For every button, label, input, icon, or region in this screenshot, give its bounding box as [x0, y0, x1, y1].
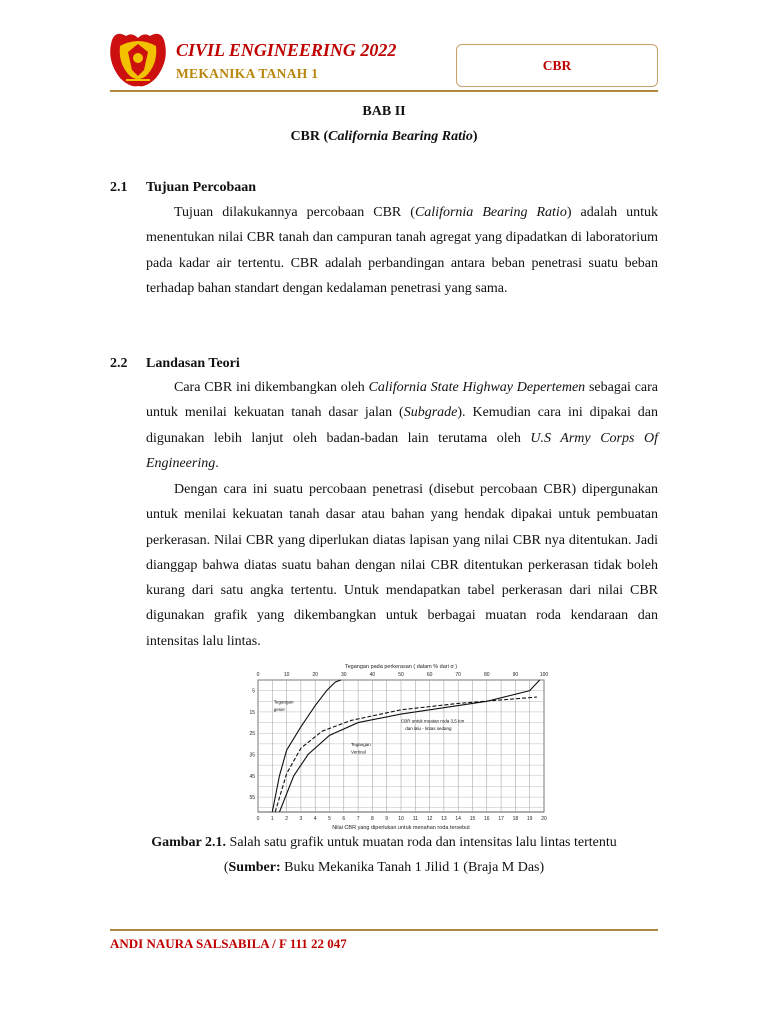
text-run: .: [215, 455, 219, 471]
text-run: ) adalah untuk menentukan nilai CBR tanah dan campuran tanah agregat yang dipadatkan di laboratorium pada kadar air tertentu. CBR adalah perbandingan antara beban penetrasi suatu beban terhadap bahan standart dengan kedalaman penetrasi yang sama.: [146, 205, 658, 296]
x-tick-label: 8: [371, 816, 374, 822]
x-tick-label: 4: [313, 816, 317, 822]
x-tick-label: 12: [426, 816, 433, 822]
paragraph: [146, 200, 658, 301]
text-run-italic: Subgrade: [403, 405, 458, 421]
section-title: Tujuan Percobaan: [146, 180, 257, 195]
source-paren: (: [223, 860, 229, 875]
y-tick-label: 35: [249, 752, 255, 759]
x-top-tick-label: 80: [484, 672, 490, 678]
x-top-tick-label: 30: [341, 672, 347, 678]
annotation-label: CBR untuk muatan roda 3,5 ton: [401, 718, 465, 724]
header-divider: [110, 90, 658, 92]
footer-author: ANDI NAURA SALSABILA / F 111 22 047: [110, 936, 347, 951]
annotation-label: dan lalu - lintas sedang: [405, 726, 452, 732]
annotation-label: Tegangan: [350, 742, 371, 747]
chapter-number: BAB II: [362, 104, 406, 119]
x-top-tick-label: 20: [312, 672, 318, 678]
x-top-tick-label: 50: [398, 672, 404, 678]
chapter-title: [0, 129, 768, 145]
paragraph: Dengan cara ini suatu percobaan penetrasi (disebut percobaan CBR) dipergunakan untuk menilai kekuatan tanah dasar atau bahan yang hendak dipakai untuk pembuatan perkerasan. Nilai CBR yang diperlukan diatas lapisan yang nilai CBR nya ditentukan. Jadi dianggap bahwa diatas suatu bahan dengan nilai CBR ditentukan perkerasan tidak boleh kurang dari satu angka tertentu. Untuk mendapatkan tabel perkerasan dari nilai CBR digunakan grafik yang dikembangkan untuk berbagai muatan roda kendaraan dan intensitas lalu lintas.: [146, 482, 658, 649]
source-label: Sumber:: [228, 860, 281, 875]
section-number: 2.2: [110, 356, 128, 371]
text-run: ). Kemudian cara ini dipakai dan digunakan lebih lanjut oleh badan-badan lain terutama oleh: [146, 405, 658, 446]
source-text: Buku Mekanika Tanah 1 Jilid 1 (Braja M Das): [280, 860, 545, 875]
chapter-title-prefix: CBR (: [290, 129, 329, 144]
x-tick-label: 10: [398, 816, 404, 822]
header-topic-label: CBR: [542, 58, 572, 73]
x-top-tick-label: 40: [369, 672, 376, 678]
header-title: CIVIL ENGINEERING 2022: [176, 40, 397, 60]
text-run: Tujuan dilakukannya percobaan CBR (: [174, 205, 415, 220]
x-tick-label: 18: [512, 816, 519, 822]
header-subtitle: MEKANIKA TANAH 1: [176, 66, 319, 81]
x-tick-label: 3: [299, 816, 303, 822]
header-topic-box: [456, 44, 658, 87]
annotation-label: geser: [273, 706, 285, 712]
figure-source: [0, 860, 768, 876]
y-tick-label: 5: [252, 688, 255, 695]
x-tick-label: 20: [541, 816, 547, 822]
chapter-title-suffix: ): [472, 129, 478, 144]
text-run-italic: California Bearing Ratio: [414, 205, 567, 220]
y-tick-label: 25: [249, 731, 255, 738]
x-tick-label: 11: [412, 816, 418, 822]
x-tick-label: 0: [256, 816, 260, 822]
y-tick-label: 15: [249, 709, 255, 716]
x-tick-label: 14: [455, 816, 461, 822]
text-run: sebagai cara untuk menilai kekuatan tanah dasar jalan (: [146, 380, 658, 421]
x-tick-label: 1: [270, 816, 274, 822]
annotation-label: Tegangan: [273, 699, 294, 705]
figure-caption: [0, 835, 768, 851]
x-top-tick-label: 60: [426, 672, 433, 678]
x-top-tick-label: 70: [455, 672, 461, 678]
x-top-tick-label: 100: [539, 672, 549, 678]
x-tick-label: 15: [469, 816, 476, 822]
chapter-title-italic: California Bearing Ratio: [328, 129, 473, 144]
x-axis-label: Nilai CBR yang diperlukan untuk menahan roda tersebut: [332, 825, 470, 831]
x-tick-label: 7: [356, 816, 360, 822]
footer-divider: [110, 929, 658, 931]
x-tick-label: 5: [328, 816, 331, 822]
x-tick-label: 16: [484, 816, 490, 822]
chart-title: Tegangan pada perkerasan ( dalam % dari σ ): [344, 664, 458, 670]
text-run: Cara CBR ini dikembangkan oleh: [174, 380, 369, 395]
x-tick-label: 2: [285, 816, 288, 822]
y-tick-label: 55: [249, 795, 255, 802]
paragraph: [146, 375, 658, 476]
x-tick-label: 6: [342, 816, 346, 822]
caption-label: Gambar 2.1.: [151, 835, 227, 850]
x-tick-label: 19: [526, 816, 533, 822]
text-run-italic: U.S Army Corps Of Engineering: [146, 430, 658, 471]
x-top-tick-label: 10: [283, 672, 290, 678]
section-title: Landasan Teori: [146, 356, 240, 371]
university-logo-icon: [106, 30, 170, 88]
x-top-tick-label: 0: [256, 672, 260, 678]
text-run-italic: California State Highway Depertemen: [368, 380, 586, 395]
annotation-label: Vertical: [350, 749, 366, 755]
x-top-tick-label: 90: [512, 672, 519, 678]
caption-text: Salah satu grafik untuk muatan roda dan intensitas lalu lintas tertentu: [226, 835, 617, 850]
x-tick-label: 17: [498, 816, 504, 822]
x-tick-label: 9: [385, 816, 389, 822]
section-number: 2.1: [110, 180, 128, 195]
y-tick-label: 45: [249, 773, 255, 780]
cbr-chart: [236, 662, 556, 832]
x-tick-label: 13: [441, 816, 447, 822]
